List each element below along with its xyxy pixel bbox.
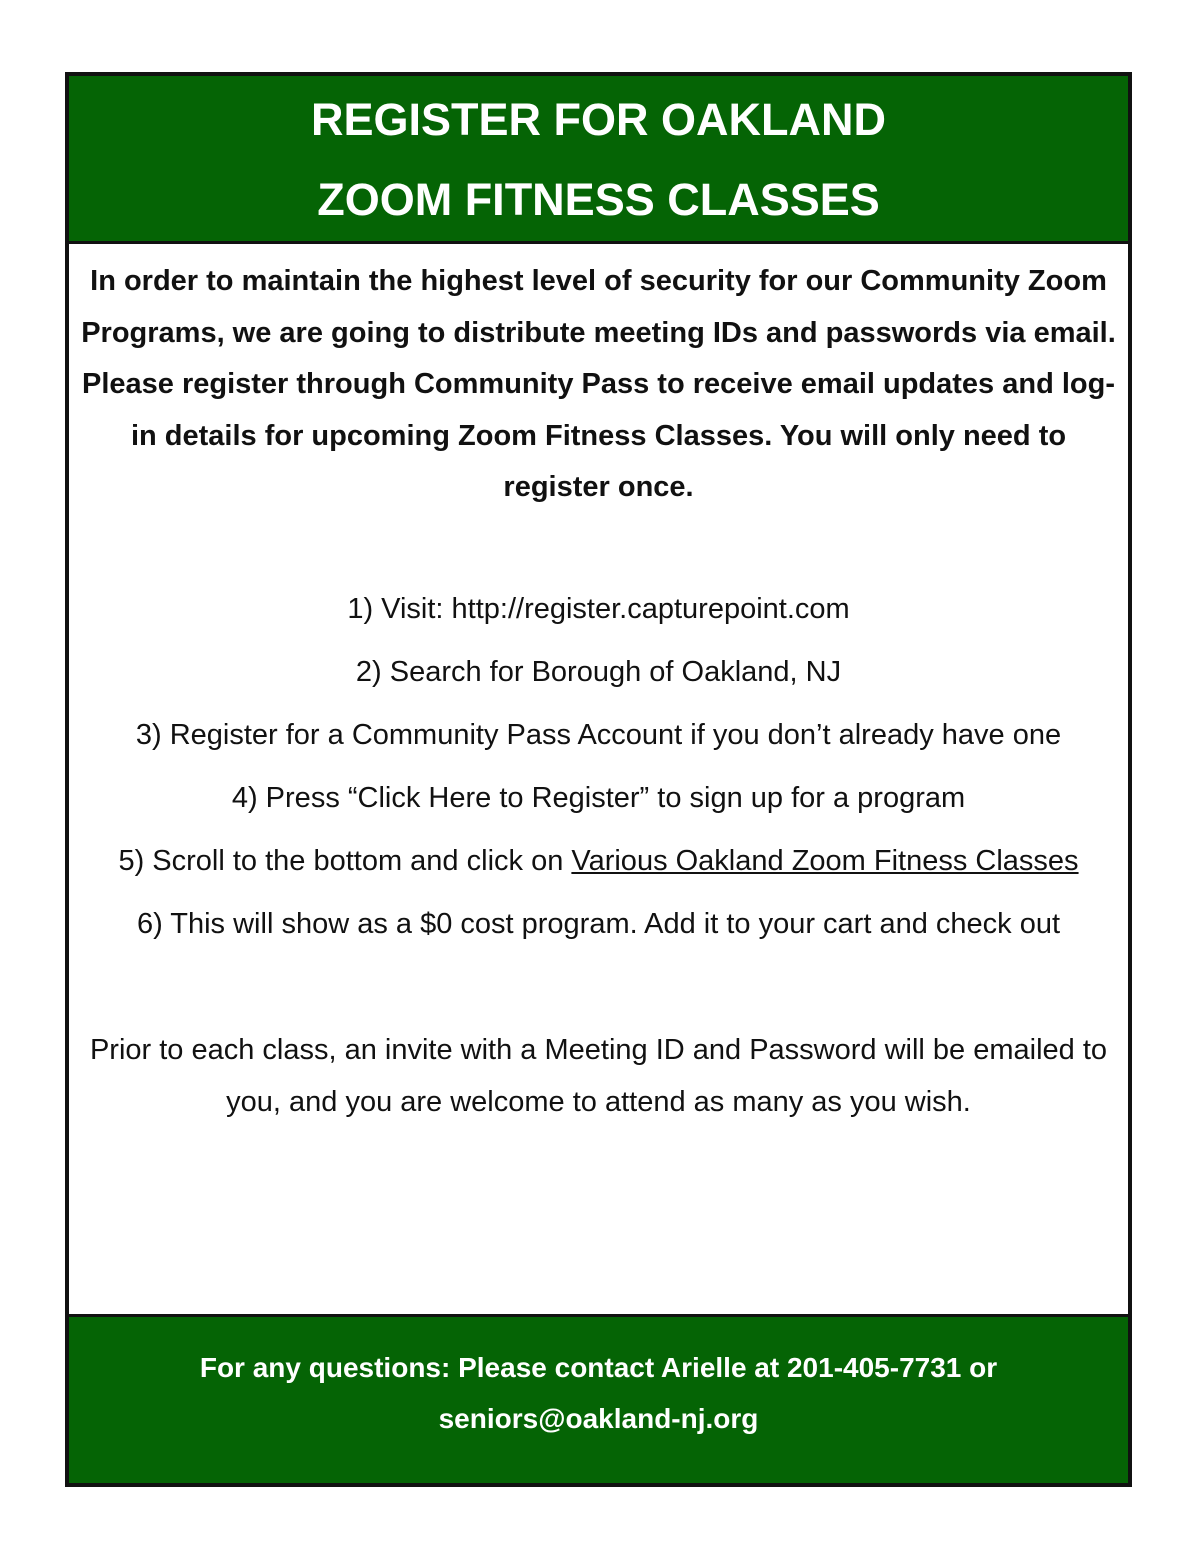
step-3: 3) Register for a Community Pass Account if you don’t already have one xyxy=(135,719,1062,751)
step-6: 6) This will show as a $0 cost program. Add it to your cart and check out xyxy=(136,908,1061,940)
footer-banner xyxy=(69,1314,1128,1483)
title-line-1: REGISTER FOR OAKLAND xyxy=(310,94,886,145)
flyer xyxy=(65,72,1132,1487)
step-5-prefix: 5) Scroll to the bottom and click on xyxy=(118,845,572,877)
steps-list xyxy=(69,586,1128,964)
intro-paragraph: In order to maintain the highest level of security for our Community Zoom Programs, we are going to distribute meeting IDs and passwords via email. Please register through Community Pass to receive email updates and log-in details for upcoming Zoom Fitness Classes. You will only need to register once. xyxy=(81,265,1116,503)
closing-paragraph: Prior to each class, an invite with a Meeting ID and Password will be emailed to you, and you are welcome to attend as many as you wish. xyxy=(89,1034,1108,1118)
step-1: 1) Visit: http://register.capturepoint.com xyxy=(347,593,850,625)
contact-text: For any questions: Please contact Arielle at 201-405-7731 or seniors@oakland-nj.org xyxy=(199,1352,998,1434)
fitness-classes-link[interactable]: Various Oakland Zoom Fitness Classes xyxy=(571,845,1079,877)
header-banner xyxy=(69,76,1128,244)
step-4: 4) Press “Click Here to Register” to sign up for a program xyxy=(231,782,966,814)
step-5 xyxy=(69,838,1128,901)
step-2: 2) Search for Borough of Oakland, NJ xyxy=(355,656,842,688)
title-line-2: ZOOM FITNESS CLASSES xyxy=(317,174,880,225)
